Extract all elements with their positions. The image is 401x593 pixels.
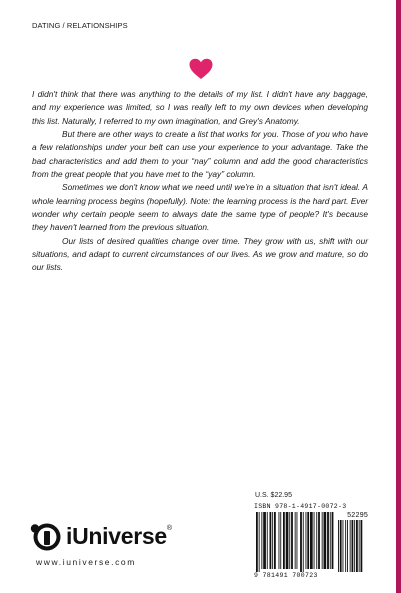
barcode-bar: [280, 512, 281, 569]
category-label: DATING / RELATIONSHIPS: [32, 21, 128, 30]
barcode-addon-bar: [340, 520, 342, 572]
blurb-paragraph: But there are other ways to create a list that works for you. Those of you who have a few relationships under your belt can use your experience to your advantage. Take the bad characteristics and add them to your “nay” column and add the good characteristics from the great people that you have met to the “yay” column.: [32, 129, 368, 180]
barcode-bar: [274, 512, 276, 569]
barcode-bar: [316, 512, 317, 569]
barcode-addon-bar: [359, 520, 360, 572]
registered-mark: ®: [166, 525, 172, 532]
heart-icon: [189, 58, 213, 80]
publisher-name-text: iUniverse: [66, 523, 167, 549]
barcode-block: [254, 503, 368, 579]
barcode-bar: [291, 512, 293, 569]
barcode-bar: [330, 512, 331, 569]
barcode-bar: [272, 512, 273, 569]
barcode-image: [254, 512, 368, 572]
barcode-bar: [303, 512, 304, 572]
barcode-bar: [324, 512, 327, 569]
iuniverse-logo-icon: [28, 521, 62, 557]
price-code-text: 52295: [346, 512, 368, 520]
barcode-bar: [300, 512, 302, 572]
blurb-paragraph: I didn't think that there was anything to the details of my list. I didn't have any baggage, and my experience was limited, so I was really left to my own devices when developing this list. Naturally, I referred to my own imagination, and Grey's Anatomy.: [32, 89, 368, 126]
barcode-bar: [279, 512, 280, 569]
barcode-bar: [270, 512, 272, 569]
barcode-bar: [295, 512, 296, 569]
barcode-bar: [307, 512, 309, 569]
barcode-bar: [322, 512, 323, 569]
barcode-addon-bar: [343, 520, 344, 572]
barcode-addon-bar: [361, 520, 363, 572]
isbn-text: ISBN 978-1-4917-0072-3: [254, 503, 347, 510]
barcode-addon-bar: [345, 520, 346, 572]
blurb-paragraph: Sometimes we don't know what we need until we're in a situation that isn't ideal. A whole learning process begins (hopefully). Note: the learning process is the hard part. Ever wonder why certain people seem to always date the same type of people? It's because they haven't learned from the previous situation.: [32, 182, 368, 233]
barcode-addon-bar: [356, 520, 358, 572]
barcode-bar: [318, 512, 320, 569]
barcode-bar: [289, 512, 290, 569]
barcode-bar: [310, 512, 313, 569]
barcode-addon-bar: [347, 520, 348, 572]
publisher-name: [66, 523, 172, 550]
barcode-bar: [267, 512, 268, 569]
publisher-url: www.iuniverse.com: [36, 557, 136, 567]
barcode-bar: [263, 512, 266, 569]
barcode-bar: [314, 512, 315, 569]
barcode-addon-bar: [352, 520, 354, 572]
barcode-addon-bar: [354, 520, 355, 572]
publisher-logo: [28, 521, 228, 567]
barcode-bar: [259, 512, 260, 572]
barcode-bar: [256, 512, 258, 572]
barcode-bar: [261, 512, 262, 569]
barcode-bar: [283, 512, 285, 569]
barcode-addon-bar: [350, 520, 351, 572]
barcode-bar: [286, 512, 289, 569]
barcode-bar: [306, 512, 307, 569]
barcode-bar: [297, 512, 298, 569]
barcode-addon-bar: [338, 520, 339, 572]
barcode-bar: [327, 512, 329, 569]
barcode-bar: [332, 512, 334, 569]
blurb-paragraph: Our lists of desired qualities change over time. They grow with us, shift with our situations, and adapt to current circumstances of our lives. As we grow and mature, so do our lists.: [32, 235, 368, 273]
blurb-text: [32, 88, 368, 275]
cover-edge-stripe: [396, 0, 401, 593]
barcode-digits: 9 781491 700723: [254, 572, 318, 579]
price-label: U.S. $22.95: [255, 492, 292, 499]
